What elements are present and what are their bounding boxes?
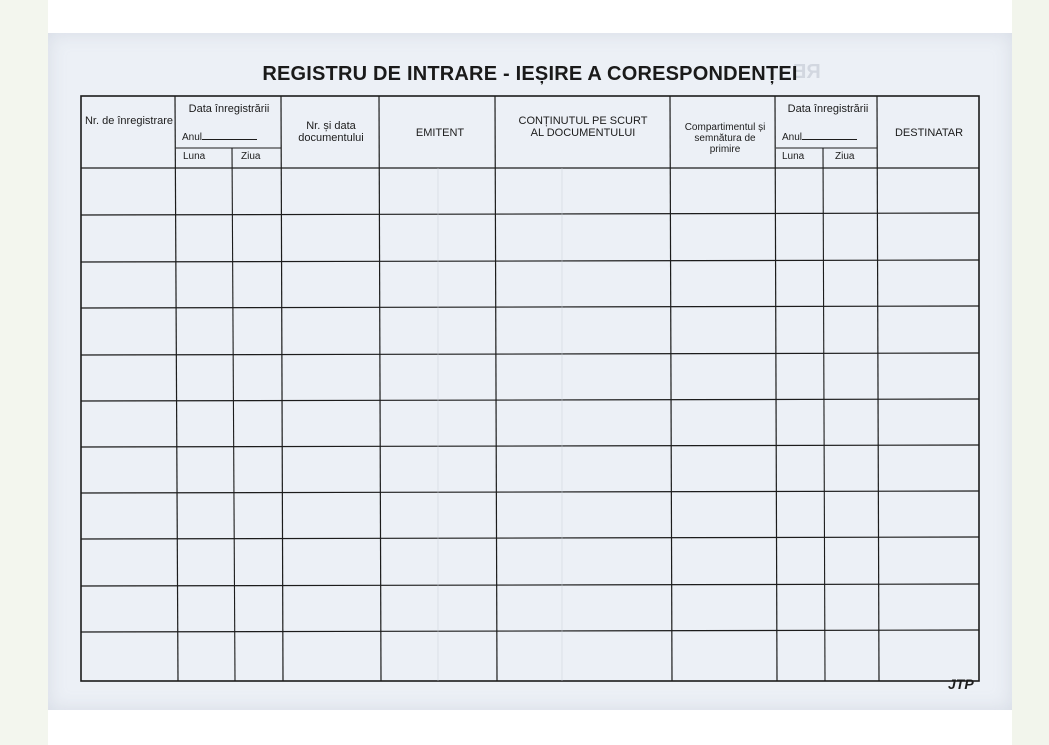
table-cell[interactable] [178,170,231,212]
table-cell[interactable] [382,402,494,444]
table-cell[interactable] [498,402,669,444]
header-ziua-2: Ziua [835,151,855,162]
table-cell[interactable] [826,633,876,679]
header-emitent: EMITENT [415,127,465,139]
table-cell[interactable] [880,263,977,305]
table-cell[interactable] [778,587,822,629]
table-cell[interactable] [178,309,231,352]
table-cell[interactable] [382,448,494,490]
table-cell[interactable] [178,402,231,444]
table-cell[interactable] [382,309,494,352]
table-cell[interactable] [826,587,876,629]
table-cell[interactable] [382,216,494,259]
header-anul-label-2: Anul [782,132,857,143]
table-cell[interactable] [778,356,822,398]
table-cell[interactable] [498,494,669,536]
table-cell[interactable] [778,216,822,259]
table-cell[interactable] [778,448,822,490]
table-cell[interactable] [235,587,280,629]
table-cell[interactable] [673,633,774,679]
table-cell[interactable] [235,540,280,583]
header-destinatar: DESTINATAR [894,127,964,139]
table-cell[interactable] [880,309,977,352]
table-cell[interactable] [498,633,669,679]
table-cell[interactable] [673,540,774,583]
table-cell[interactable] [498,216,669,259]
table-cell[interactable] [778,402,822,444]
table-cell[interactable] [880,633,977,679]
table-cell[interactable] [673,356,774,398]
table-cell[interactable] [673,448,774,490]
table-cell[interactable] [235,216,280,259]
table-cell[interactable] [826,170,876,212]
table-cell[interactable] [826,448,876,490]
table-cell[interactable] [382,356,494,398]
table-cell[interactable] [178,216,231,259]
table-cell[interactable] [778,494,822,536]
table-cell[interactable] [178,540,231,583]
table-cell[interactable] [83,494,174,536]
table-cell[interactable] [880,216,977,259]
table-cell[interactable] [284,309,378,352]
table-cell[interactable] [673,170,774,212]
header-luna: Luna [183,151,206,162]
table-cell[interactable] [178,356,231,398]
table-cell[interactable] [235,263,280,305]
table-cell[interactable] [83,402,174,444]
table-cell[interactable] [83,309,174,352]
table-cell[interactable] [498,448,669,490]
table-cell[interactable] [235,170,280,212]
table-cell[interactable] [83,356,174,398]
table-cell[interactable] [880,356,977,398]
table-cell[interactable] [673,494,774,536]
table-cell[interactable] [826,356,876,398]
table-cell[interactable] [382,633,494,679]
photo-background-right [1012,0,1049,745]
table-cell[interactable] [826,309,876,352]
table-cell[interactable] [284,356,378,398]
table-cell[interactable] [673,216,774,259]
table-cell[interactable] [178,494,231,536]
table-cell[interactable] [382,587,494,629]
header-ziua: Ziua [241,151,261,162]
table-cell[interactable] [83,633,174,679]
table-cell[interactable] [778,309,822,352]
table-cell[interactable] [284,263,378,305]
table-cell[interactable] [826,494,876,536]
table-cell[interactable] [880,494,977,536]
show-through-text: RE [793,61,821,83]
header-luna-2: Luna [782,151,805,162]
table-cell[interactable] [880,448,977,490]
table-cell[interactable] [284,448,378,490]
table-cell[interactable] [178,448,231,490]
header-continut: CONȚINUTUL PE SCURT AL DOCUMENTULUI [518,115,648,139]
table-cell[interactable] [284,216,378,259]
table-cell[interactable] [880,540,977,583]
table-cell[interactable] [382,540,494,583]
table-cell[interactable] [83,263,174,305]
photo-background-left [0,0,48,745]
header-data-inregistrarii-2: Data înregistrării [787,103,869,115]
publisher-logo: JTP [948,676,974,692]
table-cell[interactable] [235,402,280,444]
table-cell[interactable] [778,540,822,583]
table-cell[interactable] [83,216,174,259]
table-cell[interactable] [284,494,378,536]
table-cell[interactable] [83,587,174,629]
table-cell[interactable] [235,494,280,536]
table-cell[interactable] [498,540,669,583]
header-nr-data-document: Nr. și data documentului [298,120,364,144]
table-cell[interactable] [778,263,822,305]
table-cell[interactable] [178,633,231,679]
table-cell[interactable] [83,540,174,583]
table-cell[interactable] [778,633,822,679]
register-sheet [48,33,1012,710]
table-cell[interactable] [498,263,669,305]
table-cell[interactable] [826,263,876,305]
table-cell[interactable] [880,402,977,444]
table-cell[interactable] [880,170,977,212]
table-cell[interactable] [673,402,774,444]
table-cell[interactable] [178,263,231,305]
table-cell[interactable] [235,633,280,679]
header-anul-label: Anul [182,132,257,143]
table-cell[interactable] [673,263,774,305]
table-cell[interactable] [83,170,174,212]
table-cell[interactable] [498,587,669,629]
table-cell[interactable] [778,170,822,212]
table-cell[interactable] [498,170,669,212]
table-cell[interactable] [178,587,231,629]
table-cell[interactable] [382,263,494,305]
table-cell[interactable] [880,587,977,629]
table-cell[interactable] [284,587,378,629]
page-title: REGISTRU DE INTRARE - IEȘIRE A CORESPONDENȚEI [262,63,798,85]
table-cell[interactable] [826,216,876,259]
header-compartiment: Compartimentul și semnătura de primire [684,122,766,155]
table-cell[interactable] [826,402,876,444]
table-cell[interactable] [498,309,669,352]
header-data-inregistrarii: Data înregistrării [188,103,270,115]
header-nr-inregistrare: Nr. de înregistrare [84,115,174,127]
table-cell[interactable] [382,170,494,212]
table-cell[interactable] [284,540,378,583]
table-cell[interactable] [382,494,494,536]
table-cell[interactable] [235,309,280,352]
table-cell[interactable] [235,448,280,490]
table-cell[interactable] [284,170,378,212]
table-cell[interactable] [498,356,669,398]
table-cell[interactable] [826,540,876,583]
table-cell[interactable] [673,587,774,629]
table-cell[interactable] [284,402,378,444]
table-cell[interactable] [235,356,280,398]
table-cell[interactable] [83,448,174,490]
table-cell[interactable] [673,309,774,352]
table-cell[interactable] [284,633,378,679]
